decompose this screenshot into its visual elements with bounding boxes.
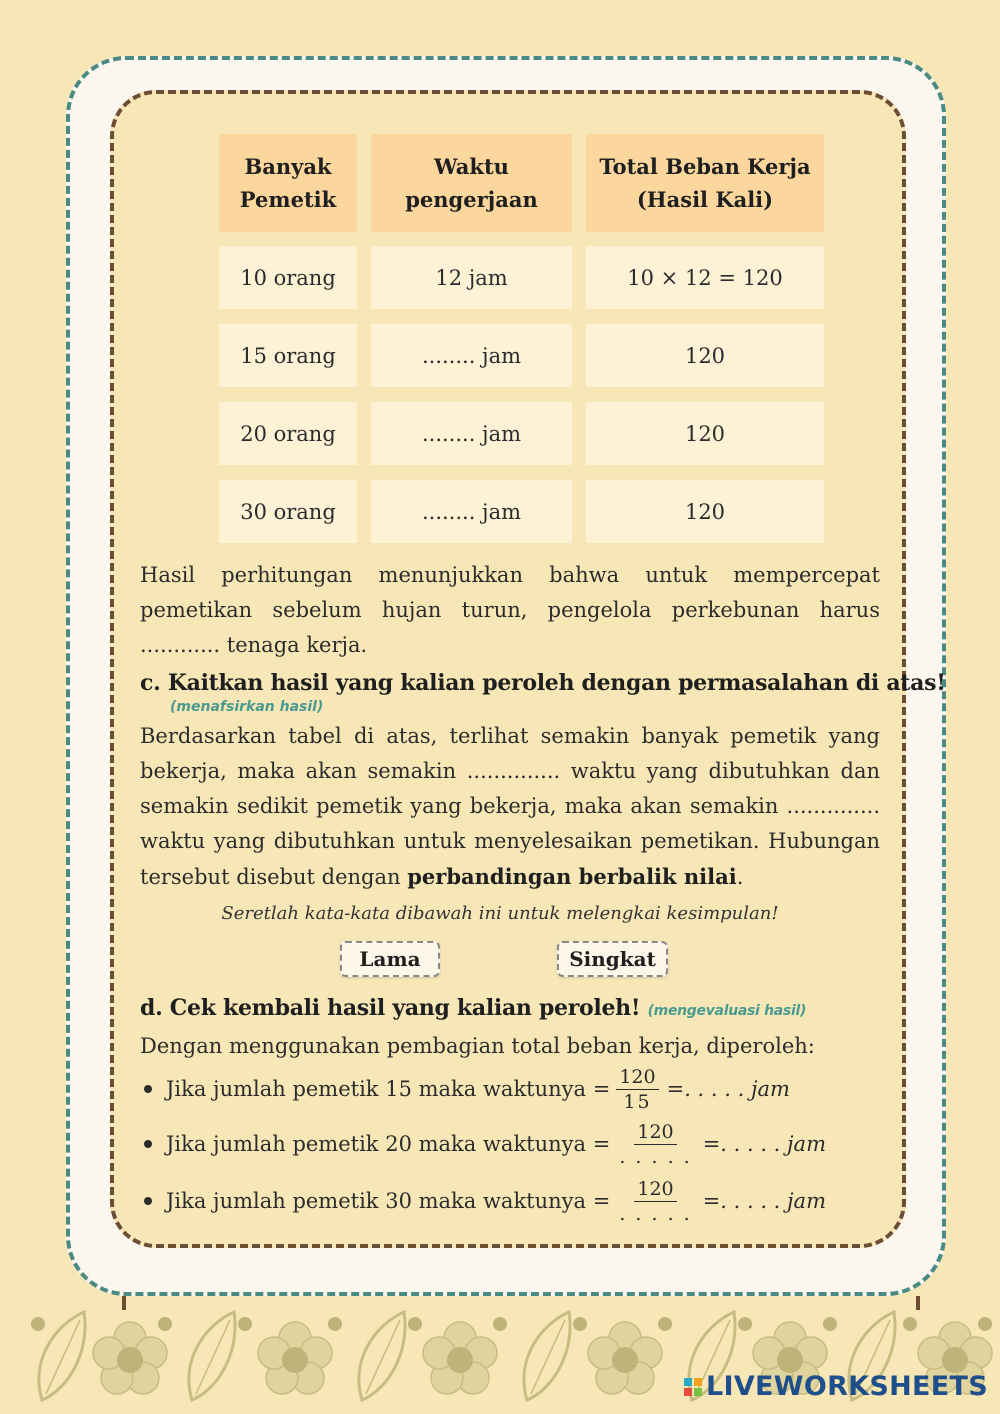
list-item-text: Jika jumlah pemetik 20 maka waktunya =	[166, 1132, 611, 1156]
table-cell-total: 120	[586, 480, 824, 543]
bullet-icon	[144, 1085, 152, 1093]
table-cell-pemetik: 30 orang	[219, 480, 357, 543]
header-waktu-pengerjaan: Waktu pengerjaan	[371, 134, 572, 232]
table-cell-pemetik: 15 orang	[219, 324, 357, 387]
list-item	[140, 1176, 826, 1226]
section-d-title: d. Cek kembali hasil yang kalian peroleh!	[140, 995, 641, 1021]
answer-field-denominator[interactable]: . . . . .	[619, 1145, 692, 1168]
answer-field-denominator[interactable]: . . . . .	[619, 1202, 692, 1225]
fraction	[616, 1177, 694, 1226]
section-c-paragraph	[140, 719, 880, 895]
table-cell-pemetik: 10 orang	[219, 246, 357, 309]
list-item-text: Jika jumlah pemetik 30 maka waktunya =	[166, 1189, 611, 1213]
fraction-numerator: 120	[616, 1065, 658, 1090]
header-total-beban-kerja: Total Beban Kerja (Hasil Kali)	[586, 134, 824, 232]
fraction-numerator: 120	[634, 1177, 676, 1202]
fraction-numerator: 120	[634, 1120, 676, 1145]
fraction-denominator: 15	[623, 1090, 652, 1113]
header-banyak-pemetik: Banyak Pemetik	[219, 134, 357, 232]
table-cell-total: 10 × 12 = 120	[586, 246, 824, 309]
conclusion-paragraph: Hasil perhitungan menunjukkan bahwa untuk mempercepat pemetikan sebelum hujan turun, pengelola perkebunan harus ............ tenaga kerja.	[140, 563, 880, 657]
answer-field-waktu[interactable]: ........ jam	[371, 402, 572, 465]
section-d-hint: (mengevaluasi hasil)	[647, 1003, 807, 1019]
bold-term: perbandingan berbalik nilai	[407, 864, 737, 889]
section-c-heading: c. Kaitkan hasil yang kalian peroleh dengan permasalahan di atas!	[140, 670, 946, 696]
answer-field-waktu[interactable]: ........ jam	[371, 324, 572, 387]
table-cell-waktu: 12 jam	[371, 246, 572, 309]
fraction	[616, 1120, 694, 1169]
section-c-hint: (menafsirkan hasil)	[170, 699, 324, 715]
table-cell-pemetik: 20 orang	[219, 402, 357, 465]
answer-field-result[interactable]: =. . . . . jam	[702, 1189, 826, 1213]
bullet-icon	[144, 1140, 152, 1148]
answer-field-result[interactable]: =. . . . . jam	[666, 1077, 790, 1101]
list-item	[140, 1064, 790, 1114]
table-cell-total: 120	[586, 402, 824, 465]
drag-word-lama[interactable]: Lama	[340, 941, 440, 977]
period: .	[736, 865, 744, 889]
fraction	[616, 1065, 658, 1114]
drag-word-singkat[interactable]: Singkat	[557, 941, 668, 977]
answer-field-waktu[interactable]: ........ jam	[371, 480, 572, 543]
drag-instruction: Seretlah kata-kata dibawah ini untuk melengkai kesimpulan!	[221, 903, 779, 924]
brand-name: LIVEWORKSHEETS	[705, 1371, 988, 1402]
liveworksheets-logo-icon	[684, 1378, 702, 1396]
table-cell-total: 120	[586, 324, 824, 387]
answer-field-result[interactable]: =. . . . . jam	[702, 1132, 826, 1156]
bullet-icon	[144, 1197, 152, 1205]
list-item	[140, 1119, 826, 1169]
list-item-text: Jika jumlah pemetik 15 maka waktunya =	[166, 1077, 611, 1101]
section-d-heading	[140, 995, 806, 1021]
section-d-intro: Dengan menggunakan pembagian total beban kerja, diperoleh:	[140, 1034, 815, 1058]
section-c-text: Berdasarkan tabel di atas, terlihat semakin banyak pemetik yang bekerja, maka akan semakin .............. waktu yang dibutuhkan dan semakin sedikit pemetik yang bekerja, maka akan semakin .............. waktu yang dibutuhkan untuk menyelesaikan pemetikan. Hubungan tersebut disebut dengan	[140, 724, 880, 889]
liveworksheets-brand	[684, 1371, 988, 1402]
